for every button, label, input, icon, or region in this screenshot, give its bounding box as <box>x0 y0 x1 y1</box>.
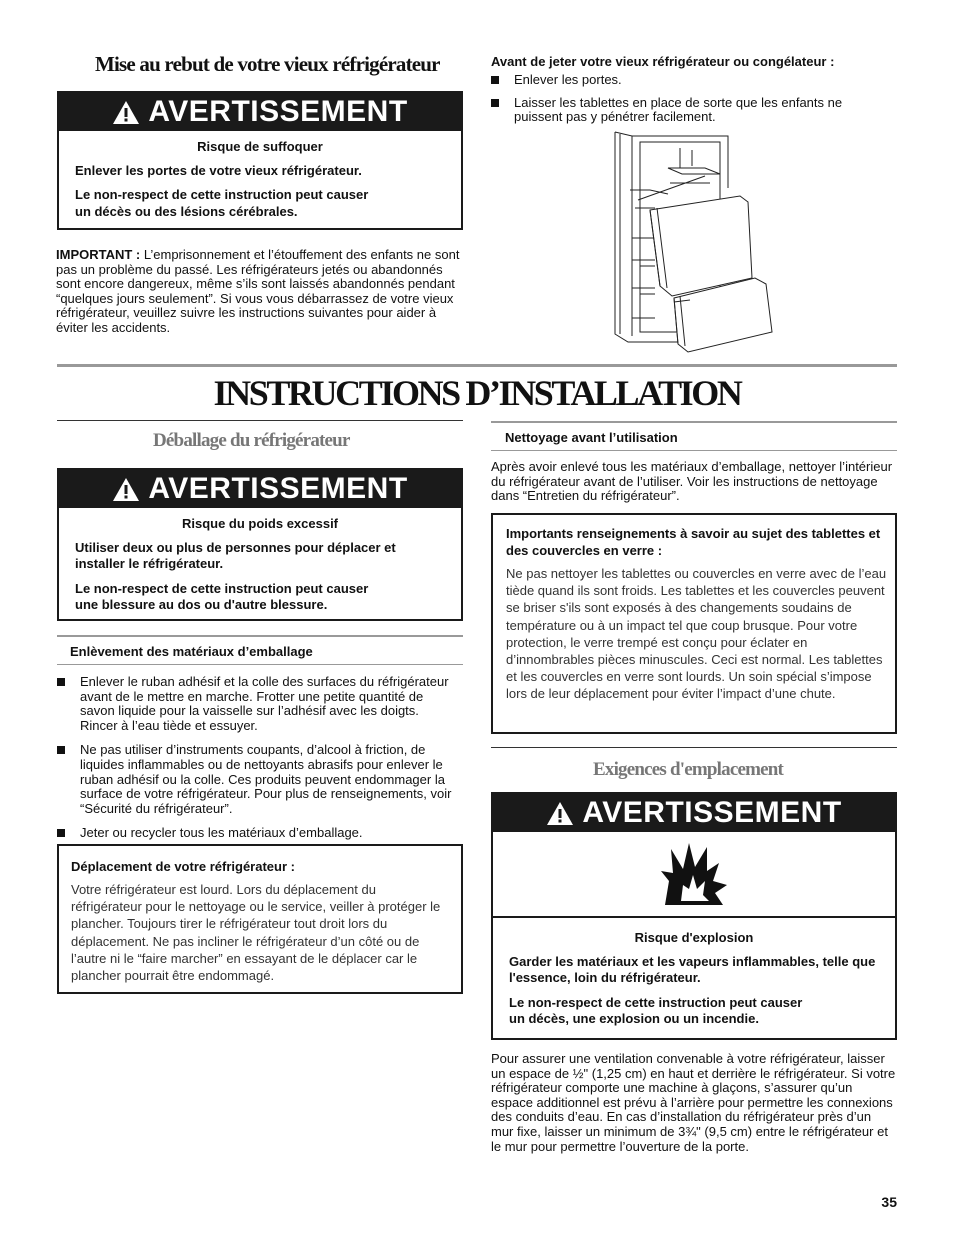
glass-info-box <box>491 513 897 734</box>
warning-header <box>59 470 461 508</box>
glass-box-title: Importants renseignements à savoir au sujet des tablettes et des couvercles en verre : <box>506 526 881 558</box>
warning-consequence: Le non-respect de cette instruction peut causer un décès ou des lésions cérébrales. <box>75 187 369 219</box>
moving-info-box <box>57 844 463 994</box>
disposal-heading: Mise au rebut de votre vieux réfrigérateur <box>95 52 440 76</box>
warning-label: AVERTISSEMENT <box>148 472 408 505</box>
warning-box-suffocation <box>57 91 463 230</box>
removal-bullets <box>57 675 457 847</box>
warning-label: AVERTISSEMENT <box>148 95 408 128</box>
warning-instruction: Utiliser deux ou plus de personnes pour déplacer et installer le réfrigérateur. <box>75 539 396 571</box>
warning-header <box>59 93 461 131</box>
list-item: Enlever le ruban adhésif et la colle des surfaces du réfrigérateur avant de le mettre en marche. Frotter une petite quantité de savon liquide pour la vaisselle sur l’adhésif avec les doigts. Rincer à l’eau tiède et essuyer. <box>57 675 457 733</box>
warning-triangle-icon <box>546 801 574 826</box>
warning-consequence: Le non-respect de cette instruction peut causer une blessure au dos ou d'autre blessure. <box>75 580 369 612</box>
warning-box-weight <box>57 468 463 621</box>
ventilation-paragraph: Pour assurer une ventilation convenable à votre réfrigérateur, laisser un espace de ½" (1,25 cm) en haut et derrière le réfrigérateur. Si votre réfrigérateur comporte une machine à glaçons, s’assurer qu’un espace additionnel est prévu à l’arrière pour permettre les connexions des conduits d’eau. En cas d’installation du réfrigérateur près d’un mur fixe, laisser un minimum de 3¾" (9,5 cm) entre le réfrigérateur et le mur pour permettre l’ouverture de la porte. <box>491 1051 896 1154</box>
warning-triangle-icon <box>112 477 140 502</box>
removal-underline <box>57 664 463 665</box>
cleaning-rule <box>491 421 897 423</box>
warning-risk: Risque de suffoquer <box>197 139 323 154</box>
list-item: Ne pas utiliser d’instruments coupants, d’alcool à friction, de liquides inflammables ou de nettoyants abrasifs pour enlever le ruban adhésif ou la colle. Ces produits peuvent endommager la surface de votre réfrigérateur. Pour plus de renseignements, voir “Sécurité du réfrigérateur”. <box>57 743 457 816</box>
unpacking-heading: Déballage du réfrigérateur <box>153 430 350 451</box>
warning-triangle-icon <box>112 100 140 125</box>
disposal-bullets <box>491 73 881 131</box>
location-heading: Exigences d'emplacement <box>593 759 784 780</box>
moving-box-title: Déplacement de votre réfrigérateur : <box>71 859 295 874</box>
warning-label: AVERTISSEMENT <box>582 796 842 829</box>
location-rule <box>491 747 897 748</box>
important-paragraph: IMPORTANT : L’emprisonnement et l’étouffement des enfants ne sont pas un problème du passé. Les réfrigérateurs jetés ou abandonnés sont encore dangereux, même s’ils sont laissés abandonnés pendant “quelques jours seulement”. Si vous vous débarrassez de votre vieux réfrigérateur, veuillez suivre les instructions suivantes pour aider à éviter les accidents. <box>56 247 460 335</box>
warning-box-explosion <box>491 792 897 1040</box>
unpacking-rule <box>57 420 463 421</box>
cleaning-paragraph: Après avoir enlevé tous les matériaux d’emballage, nettoyer l’intérieur du réfrigérateur avant de l’utiliser. Voir les instructions de nettoyage dans “Entretien du réfrigérateur”. <box>491 459 893 504</box>
warning-header <box>493 794 895 832</box>
cleaning-underline <box>491 450 897 451</box>
removal-rule <box>57 635 463 637</box>
moving-box-text: Votre réfrigérateur est lourd. Lors du déplacement du réfrigérateur pour le nettoyage ou le service, veiller à protéger le plancher. Toujours tirer le réfrigérateur tout droit lors du déplacement. Ne pas incliner le réfrigérateur d’un côté ou de l’autre ni le “faire marcher” en essayant de le déplacer car le plancher pourrait être endommagé. <box>71 882 441 984</box>
cleaning-heading: Nettoyage avant l’utilisation <box>505 430 678 445</box>
warning-risk: Risque d'explosion <box>634 930 754 945</box>
list-item: Jeter ou recycler tous les matériaux d’emballage. <box>57 826 457 841</box>
warning-consequence: Le non-respect de cette instruction peut causer un décès, une explosion ou un incendie. <box>509 994 803 1026</box>
explosion-icon-panel <box>493 832 895 918</box>
warning-instruction: Enlever les portes de votre vieux réfrigérateur. <box>75 162 362 178</box>
glass-box-text: Ne pas nettoyer les tablettes ou couvercles en verre avec de l’eau tiède quand ils sont froids. Les tablettes et les couvercles peuvent se briser s'ils sont exposés à des changements soudains de température ou à un impact tel que coup brusque. Pour votre protection, le verre trempé est conçu pour éclater en d’innombrables pièces minuscules. Ceci est normal. Les tablettes et les couvercles en verre sont lourds. Un soin spécial s’impose lors de leur déplacement pour éviter l’impact d’une chute. <box>506 566 887 702</box>
warning-instruction: Garder les matériaux et les vapeurs inflammables, telle que l'essence, loin du réfrigérateur. <box>509 953 876 985</box>
list-item: Laisser les tablettes en place de sorte que les enfants ne puissent pas y pénétrer facilement. <box>491 96 881 125</box>
section-divider <box>57 364 897 367</box>
removal-heading: Enlèvement des matériaux d’emballage <box>70 644 313 659</box>
page-number: 35 <box>881 1194 897 1210</box>
before-disposal-heading: Avant de jeter votre vieux réfrigérateur ou congélateur : <box>491 54 835 69</box>
explosion-icon <box>659 841 729 907</box>
refrigerator-doors-removed-illustration <box>610 128 780 356</box>
page-title: INSTRUCTIONS D’INSTALLATION <box>213 373 741 413</box>
list-item: Enlever les portes. <box>491 73 881 88</box>
warning-risk: Risque du poids excessif <box>181 516 339 531</box>
